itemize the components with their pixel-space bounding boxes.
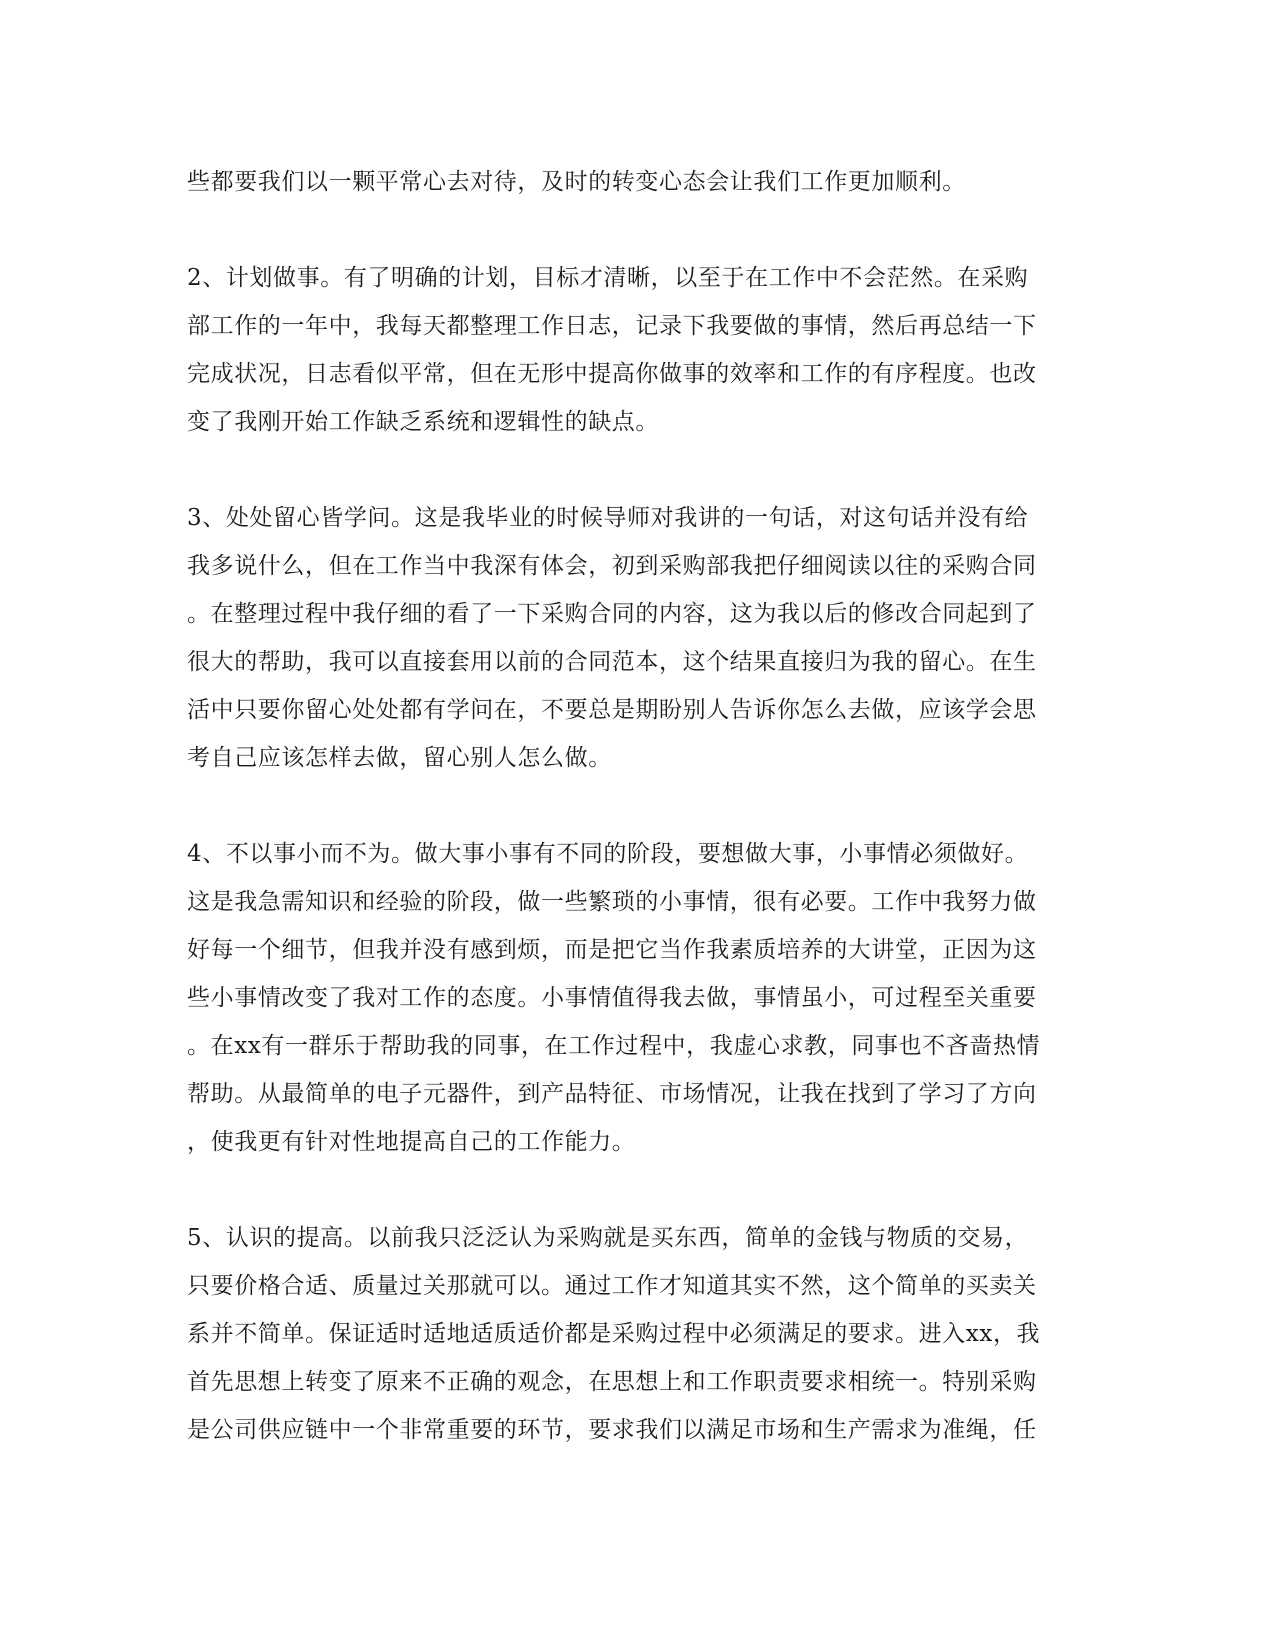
paragraph-gap xyxy=(187,782,1087,830)
text-line: 只要价格合适、质量过关那就可以。通过工作才知道其实不然，这个简单的买卖关 xyxy=(187,1273,1037,1299)
text-line: 活中只要你留心处处都有学问在，不要总是期盼别人告诉你怎么去做，应该学会思 xyxy=(187,697,1037,723)
text-line: 。在xx有一群乐于帮助我的同事，在工作过程中，我虚心求教，同事也不吝啬热情 xyxy=(187,1033,1041,1059)
text-line: 些都要我们以一颗平常心去对待，及时的转变心态会让我们工作更加顺利。 xyxy=(187,169,966,195)
text-line: 。在整理过程中我仔细的看了一下采购合同的内容，这为我以后的修改合同起到了 xyxy=(187,601,1037,627)
text-line: 变了我刚开始工作缺乏系统和逻辑性的缺点。 xyxy=(187,409,659,435)
paragraph-gap xyxy=(187,446,1087,494)
text-line: ，使我更有针对性地提高自己的工作能力。 xyxy=(187,1129,636,1155)
text-line: 好每一个细节，但我并没有感到烦，而是把它当作我素质培养的大讲堂，正因为这 xyxy=(187,937,1037,963)
paragraph-continuation xyxy=(187,158,1087,206)
text-line: 些小事情改变了我对工作的态度。小事情值得我去做，事情虽小，可过程至关重要 xyxy=(187,985,1037,1011)
text-line: 3、处处留心皆学问。这是我毕业的时候导师对我讲的一句话，对这句话并没有给 xyxy=(187,505,1029,531)
text-line: 4、不以事小而不为。做大事小事有不同的阶段，要想做大事，小事情必须做好。 xyxy=(187,841,1029,867)
text-line: 部工作的一年中，我每天都整理工作日志，记录下我要做的事情，然后再总结一下 xyxy=(187,313,1037,339)
text-line: 我多说什么，但在工作当中我深有体会，初到采购部我把仔细阅读以往的采购合同 xyxy=(187,553,1037,579)
paragraph-4-small-things xyxy=(187,830,1087,1166)
document-body xyxy=(187,158,1087,1454)
paragraph-gap xyxy=(187,1166,1087,1214)
paragraph-5-understanding xyxy=(187,1214,1087,1454)
text-line: 很大的帮助，我可以直接套用以前的合同范本，这个结果直接归为我的留心。在生 xyxy=(187,649,1037,675)
text-line: 2、计划做事。有了明确的计划，目标才清晰，以至于在工作中不会茫然。在采购 xyxy=(187,265,1029,291)
text-line: 系并不简单。保证适时适地适质适价都是采购过程中必须满足的要求。进入xx，我 xyxy=(187,1321,1041,1347)
text-line: 首先思想上转变了原来不正确的观念，在思想上和工作职责要求相统一。特别采购 xyxy=(187,1369,1037,1395)
paragraph-3-attention xyxy=(187,494,1087,782)
paragraph-gap xyxy=(187,206,1087,254)
text-line: 考自己应该怎样去做，留心别人怎么做。 xyxy=(187,745,612,771)
text-line: 帮助。从最简单的电子元器件，到产品特征、市场情况，让我在找到了学习了方向 xyxy=(187,1081,1037,1107)
paragraph-2-plan xyxy=(187,254,1087,446)
text-line: 完成状况，日志看似平常，但在无形中提高你做事的效率和工作的有序程度。也改 xyxy=(187,361,1037,387)
text-line: 这是我急需知识和经验的阶段，做一些繁琐的小事情，很有必要。工作中我努力做 xyxy=(187,889,1037,915)
text-line: 5、认识的提高。以前我只泛泛认为采购就是买东西，简单的金钱与物质的交易， xyxy=(187,1225,1029,1251)
text-line: 是公司供应链中一个非常重要的环节，要求我们以满足市场和生产需求为准绳，任 xyxy=(187,1417,1037,1443)
